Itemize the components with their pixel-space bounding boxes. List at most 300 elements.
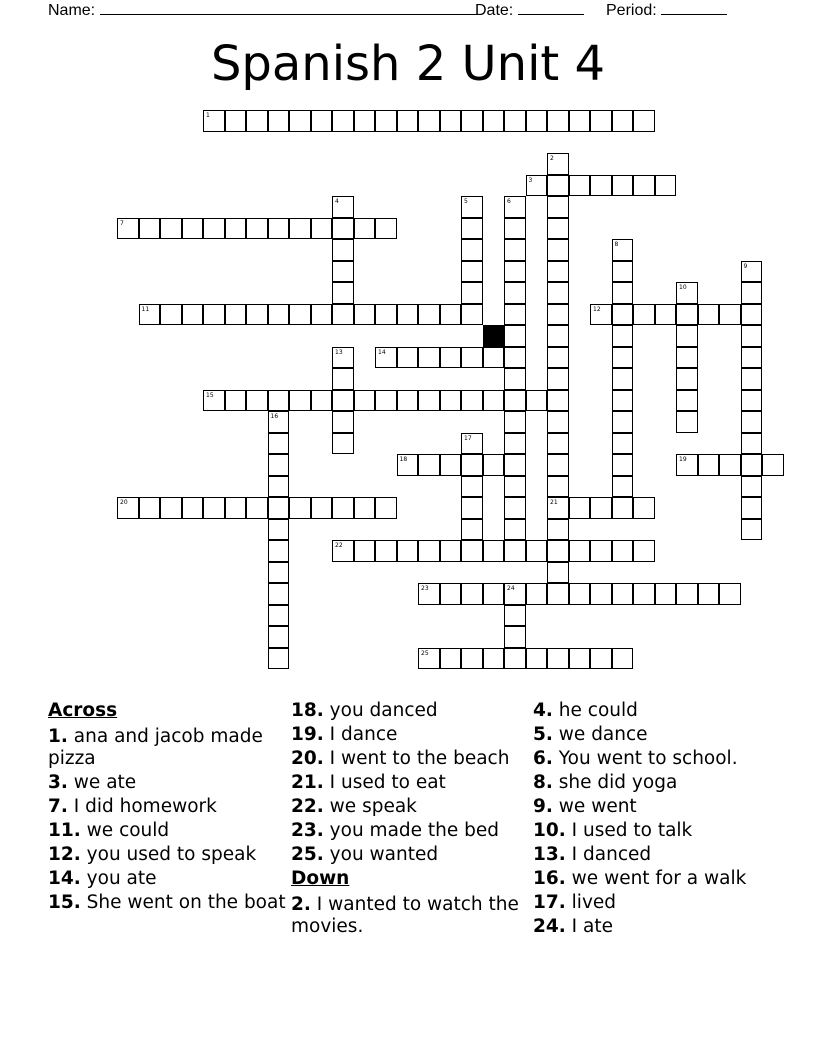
grid-cell[interactable] [418,110,440,132]
grid-cell[interactable] [461,196,483,218]
grid-cell[interactable] [418,347,440,369]
grid-cell[interactable] [612,497,634,519]
grid-cell[interactable] [719,583,741,605]
clue-number: 18 [399,456,408,463]
grid-cell[interactable] [547,433,569,455]
clue-item-text: you made the bed [329,820,500,841]
grid-cell[interactable] [332,261,354,283]
grid-cell[interactable] [741,282,763,304]
grid-cell[interactable] [289,497,311,519]
grid-cell[interactable] [461,390,483,412]
grid-cell[interactable] [676,411,698,433]
grid-cell[interactable] [203,304,225,326]
grid-cell[interactable] [676,368,698,390]
grid-cell[interactable] [311,218,333,240]
grid-cell[interactable] [418,583,440,605]
clue-item [48,772,288,794]
grid-cell[interactable] [504,261,526,283]
grid-cell[interactable] [526,110,548,132]
clue-item-text: I used to eat [329,772,446,793]
grid-cell[interactable] [526,540,548,562]
grid-cell[interactable] [547,110,569,132]
grid-cell[interactable] [182,497,204,519]
grid-cell[interactable] [547,347,569,369]
grid-cell[interactable] [397,454,419,476]
grid-cell[interactable] [633,304,655,326]
grid-cell[interactable] [741,433,763,455]
grid-cell[interactable] [483,540,505,562]
grid-cell[interactable] [504,648,526,670]
grid-cell[interactable] [268,540,290,562]
grid-cell[interactable] [117,497,139,519]
grid-cell[interactable] [440,540,462,562]
grid-cell[interactable] [547,175,569,197]
grid-cell[interactable] [547,497,569,519]
grid-cell[interactable] [612,540,634,562]
grid-cell[interactable] [440,110,462,132]
grid-cell[interactable] [332,411,354,433]
clue-number: 21 [550,499,558,506]
clue-item-number: 25. [291,844,324,865]
grid-cell[interactable] [526,583,548,605]
clue-item [533,916,773,938]
grid-cell[interactable] [612,304,634,326]
grid-cell[interactable] [526,175,548,197]
clue-number: 4 [335,198,339,205]
grid-cell[interactable] [698,304,720,326]
grid-cell[interactable] [483,583,505,605]
grid-cell[interactable] [655,304,677,326]
grid-cell[interactable] [676,347,698,369]
grid-cell[interactable] [547,282,569,304]
clue-item [533,748,773,770]
grid-cell[interactable] [461,476,483,498]
grid-cell[interactable] [461,648,483,670]
grid-cell[interactable] [354,110,376,132]
grid-cell[interactable] [504,411,526,433]
grid-cell[interactable] [590,110,612,132]
grid-cell[interactable] [268,626,290,648]
grid-cell[interactable] [440,390,462,412]
grid-cell[interactable] [504,368,526,390]
grid-cell[interactable] [375,110,397,132]
grid-cell[interactable] [289,390,311,412]
grid-cell[interactable] [590,540,612,562]
grid-cell[interactable] [547,648,569,670]
clue-item-number: 17. [533,892,566,913]
grid-cell[interactable] [268,476,290,498]
grid-cell[interactable] [397,390,419,412]
grid-cell[interactable] [483,390,505,412]
grid-cell[interactable] [375,497,397,519]
grid-cell[interactable] [741,519,763,541]
grid-cell[interactable] [633,540,655,562]
grid-cell[interactable] [633,583,655,605]
grid-cell[interactable] [547,476,569,498]
grid-cell[interactable] [590,583,612,605]
grid-cell[interactable] [504,239,526,261]
clue-item-text: you wanted [329,844,439,865]
clue-item-text: you ate [86,868,157,889]
grid-cell[interactable] [741,497,763,519]
grid-cell[interactable] [612,411,634,433]
grid-cell[interactable] [268,304,290,326]
grid-cell[interactable] [332,368,354,390]
clues-column-3 [533,700,773,940]
grid-cell[interactable] [418,304,440,326]
clue-item-number: 11. [48,820,81,841]
grid-cell[interactable] [225,390,247,412]
grid-cell[interactable] [375,390,397,412]
clue-item-number: 20. [291,748,324,769]
grid-cell[interactable] [547,390,569,412]
clue-item [533,724,773,746]
grid-cell[interactable] [139,497,161,519]
grid-cell[interactable] [569,497,591,519]
grid-cell[interactable] [332,304,354,326]
grid-cell[interactable] [762,454,784,476]
grid-cell[interactable] [612,110,634,132]
grid-cell[interactable] [612,282,634,304]
grid-cell[interactable] [655,583,677,605]
clue-number: 25 [421,649,429,657]
grid-cell[interactable] [160,497,182,519]
clue-item-number: 2. [291,894,311,915]
grid-cell[interactable] [504,497,526,519]
grid-cell[interactable] [741,347,763,369]
grid-cell[interactable] [676,282,698,304]
grid-cell[interactable] [440,454,462,476]
grid-cell[interactable] [246,218,268,240]
clue-number: 5 [464,198,468,205]
clue-number: 9 [743,262,748,270]
grid-cell[interactable] [612,583,634,605]
grid-cell[interactable] [612,648,634,670]
grid-cell[interactable] [590,304,612,326]
grid-cell[interactable] [547,261,569,283]
grid-cell[interactable] [203,497,225,519]
grid-cell[interactable] [354,390,376,412]
clue-item-number: 22. [291,796,324,817]
grid-cell[interactable] [354,304,376,326]
grid-cell[interactable] [719,454,741,476]
grid-cell[interactable] [203,390,225,412]
grid-cell[interactable] [719,304,741,326]
clue-item-text: we went for a walk [571,868,747,889]
grid-cell[interactable] [332,218,354,240]
grid-cell[interactable] [504,304,526,326]
grid-cell[interactable] [203,218,225,240]
grid-cell[interactable] [676,390,698,412]
grid-cell[interactable] [375,347,397,369]
grid-cell[interactable] [311,497,333,519]
grid-cell[interactable] [504,454,526,476]
grid-cell[interactable] [225,304,247,326]
grid-cell[interactable] [547,239,569,261]
grid-cell[interactable] [547,368,569,390]
grid-cell[interactable] [461,282,483,304]
grid-cell[interactable] [504,583,526,605]
grid-cell[interactable] [461,583,483,605]
grid-cell[interactable] [397,110,419,132]
grid-cell[interactable] [440,304,462,326]
grid-cell[interactable] [504,390,526,412]
grid-cell[interactable] [268,583,290,605]
grid-cell[interactable] [268,648,290,670]
clue-item-text: I ate [571,916,613,937]
grid-cell[interactable] [741,411,763,433]
grid-cell[interactable] [612,390,634,412]
clue-number: 3 [528,176,533,184]
clue-item [291,844,531,866]
grid-cell[interactable] [612,261,634,283]
grid-cell[interactable] [676,583,698,605]
grid-cell[interactable] [676,304,698,326]
grid-cell[interactable] [268,411,290,433]
grid-cell[interactable] [569,540,591,562]
grid-cell[interactable] [612,175,634,197]
grid-cell[interactable] [397,304,419,326]
clue-item [291,796,531,818]
grid-cell[interactable] [182,218,204,240]
grid-cell[interactable] [375,540,397,562]
grid-cell[interactable] [354,218,376,240]
grid-cell[interactable] [504,196,526,218]
grid-cell[interactable] [332,540,354,562]
grid-cell[interactable] [246,110,268,132]
grid-cell[interactable] [698,583,720,605]
grid-cell[interactable] [418,540,440,562]
grid-cell[interactable] [332,347,354,369]
grid-cell[interactable] [612,239,634,261]
grid-cell[interactable] [440,347,462,369]
clue-item-text: I used to talk [571,820,693,841]
grid-cell[interactable] [655,175,677,197]
clue-number: 20 [120,499,128,506]
grid-cell[interactable] [547,304,569,326]
grid-cell[interactable] [504,110,526,132]
grid-cell[interactable] [375,304,397,326]
grid-cell[interactable] [547,454,569,476]
clue-number: 14 [378,348,386,356]
clue-number: 24 [507,585,515,592]
grid-cell[interactable] [547,562,569,584]
grid-cell[interactable] [461,218,483,240]
grid-cell[interactable] [117,218,139,240]
grid-cell[interactable] [461,454,483,476]
clue-item [533,892,773,914]
grid-cell[interactable] [741,368,763,390]
grid-cell[interactable] [375,218,397,240]
grid-cell[interactable] [311,110,333,132]
grid-cell[interactable] [504,218,526,240]
grid-cell[interactable] [547,540,569,562]
grid-cell[interactable] [332,390,354,412]
grid-cell[interactable] [418,648,440,670]
grid-cell[interactable] [268,519,290,541]
grid-cell[interactable] [504,540,526,562]
clue-item-number: 1. [48,726,68,747]
grid-cell[interactable] [289,304,311,326]
grid-cell[interactable] [289,218,311,240]
grid-cell[interactable] [547,153,569,175]
grid-cell[interactable] [461,304,483,326]
grid-cell[interactable] [504,605,526,627]
clue-item [291,700,531,722]
grid-cell[interactable] [268,605,290,627]
grid-cell[interactable] [461,540,483,562]
grid-cell[interactable] [354,497,376,519]
clue-item-text: she did yoga [558,772,678,793]
grid-cell[interactable] [569,648,591,670]
clue-item-text: She went on the boat [86,892,286,913]
clue-item-number: 12. [48,844,81,865]
clues-column-1 [48,700,288,916]
grid-cell[interactable] [397,347,419,369]
grid-cell[interactable] [268,390,290,412]
grid-cell[interactable] [504,282,526,304]
grid-cell[interactable] [483,648,505,670]
grid-cell[interactable] [569,175,591,197]
grid-cell[interactable] [332,282,354,304]
grid-cell[interactable] [268,110,290,132]
grid-cell[interactable] [461,261,483,283]
grid-cell[interactable] [225,110,247,132]
grid-cell[interactable] [332,497,354,519]
grid-cell[interactable] [268,433,290,455]
grid-cell[interactable] [547,411,569,433]
grid-cell[interactable] [418,454,440,476]
grid-cell[interactable] [461,497,483,519]
grid-cell[interactable] [440,583,462,605]
grid-cell[interactable] [741,454,763,476]
grid-cell[interactable] [569,110,591,132]
grid-cell[interactable] [461,519,483,541]
grid-cell[interactable] [246,304,268,326]
down-heading: Down [291,868,350,889]
grid-cell[interactable] [612,454,634,476]
clue-item-text: I wanted to watch the movies. [291,894,519,937]
grid-cell[interactable] [590,497,612,519]
clue-item-text: we speak [329,796,417,817]
grid-cell[interactable] [633,175,655,197]
grid-cell[interactable] [246,390,268,412]
grid-cell[interactable] [547,218,569,240]
grid-cell[interactable] [139,218,161,240]
grid-cell[interactable] [590,648,612,670]
grid-cell[interactable] [311,304,333,326]
clue-item-text: ana and jacob made pizza [48,726,263,769]
grid-cell[interactable] [268,454,290,476]
grid-cell[interactable] [461,110,483,132]
blocked-cell [483,325,505,347]
grid-cell[interactable] [354,540,376,562]
grid-cell[interactable] [547,583,569,605]
grid-cell[interactable] [332,239,354,261]
grid-cell[interactable] [504,626,526,648]
grid-cell[interactable] [741,476,763,498]
grid-cell[interactable] [504,325,526,347]
grid-cell[interactable] [440,648,462,670]
grid-cell[interactable] [418,390,440,412]
clue-item-number: 18. [291,700,324,721]
grid-cell[interactable] [289,110,311,132]
grid-cell[interactable] [504,519,526,541]
grid-cell[interactable] [332,433,354,455]
grid-cell[interactable] [547,196,569,218]
grid-cell[interactable] [483,110,505,132]
grid-cell[interactable] [461,433,483,455]
grid-cell[interactable] [483,454,505,476]
grid-cell[interactable] [268,218,290,240]
clue-item-number: 19. [291,724,324,745]
grid-cell[interactable] [203,110,225,132]
grid-cell[interactable] [741,325,763,347]
clue-item-number: 21. [291,772,324,793]
grid-cell[interactable] [504,433,526,455]
grid-cell[interactable] [676,325,698,347]
grid-cell[interactable] [547,519,569,541]
grid-cell[interactable] [633,497,655,519]
grid-cell[interactable] [612,368,634,390]
clue-number: 11 [141,305,150,313]
clue-item [48,820,288,842]
clue-item-text: You went to school. [558,748,738,769]
grid-cell[interactable] [160,304,182,326]
grid-cell[interactable] [225,497,247,519]
grid-cell[interactable] [612,325,634,347]
grid-cell[interactable] [676,454,698,476]
clue-item [533,796,773,818]
period-label: Period: [606,2,657,19]
grid-cell[interactable] [612,433,634,455]
grid-cell[interactable] [741,261,763,283]
grid-cell[interactable] [504,347,526,369]
grid-cell[interactable] [225,218,247,240]
grid-cell[interactable] [590,175,612,197]
grid-cell[interactable] [139,304,161,326]
grid-cell[interactable] [612,347,634,369]
grid-cell[interactable] [182,304,204,326]
grid-cell[interactable] [526,648,548,670]
grid-cell[interactable] [633,110,655,132]
grid-cell[interactable] [246,497,268,519]
grid-cell[interactable] [612,476,634,498]
grid-cell[interactable] [526,390,548,412]
grid-cell[interactable] [461,239,483,261]
clue-number: 19 [679,456,687,463]
grid-cell[interactable] [332,196,354,218]
grid-cell[interactable] [741,390,763,412]
grid-cell[interactable] [569,583,591,605]
grid-cell[interactable] [268,497,290,519]
grid-cell[interactable] [311,390,333,412]
clue-number: 16 [270,413,279,420]
grid-cell[interactable] [698,454,720,476]
clue-number: 10 [679,284,687,291]
grid-cell[interactable] [741,304,763,326]
grid-cell[interactable] [483,347,505,369]
clue-item-text: we could [86,820,170,841]
grid-cell[interactable] [160,218,182,240]
grid-cell[interactable] [397,540,419,562]
grid-cell[interactable] [332,110,354,132]
across-heading: Across [48,700,118,721]
grid-cell[interactable] [547,325,569,347]
grid-cell[interactable] [268,562,290,584]
grid-cell[interactable] [461,347,483,369]
grid-cell[interactable] [504,476,526,498]
